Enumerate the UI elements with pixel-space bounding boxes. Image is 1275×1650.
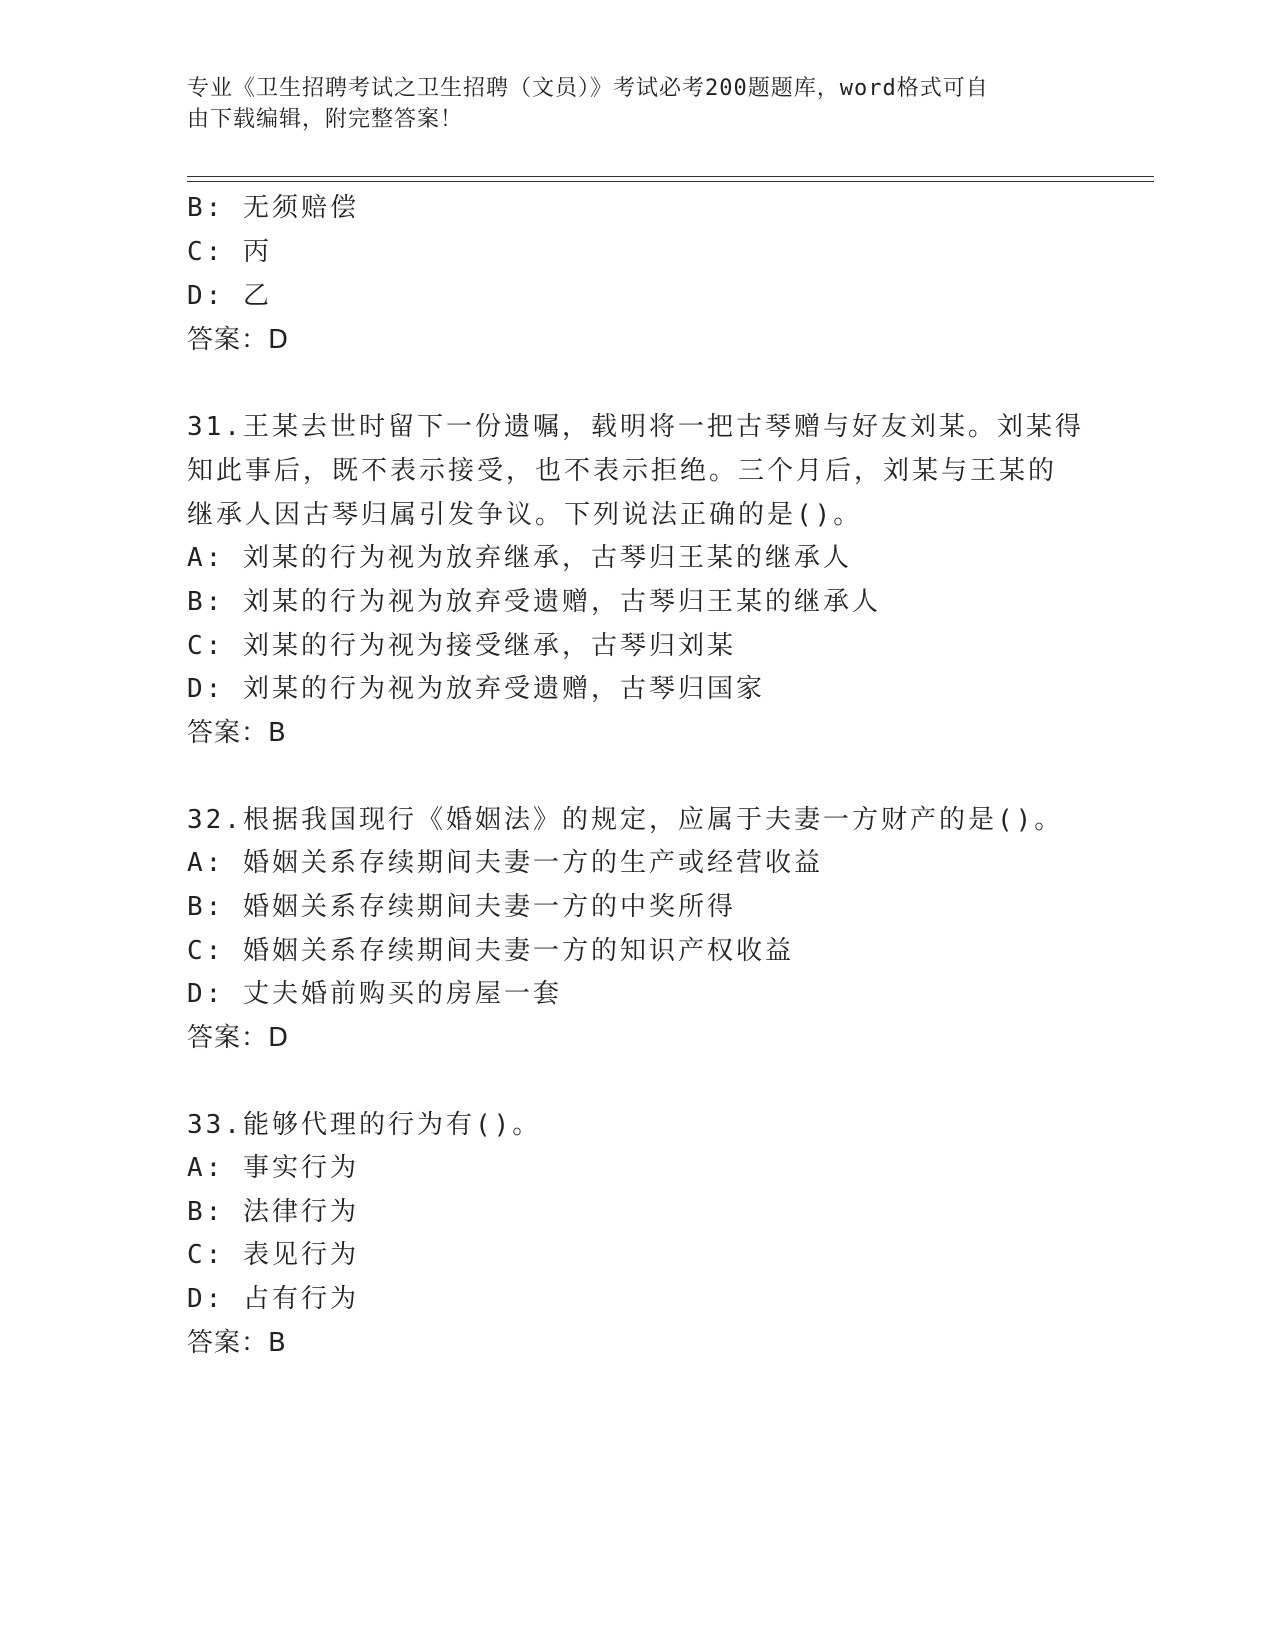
q32-option-b: B: 婚姻关系存续期间夫妻一方的中奖所得 bbox=[187, 892, 736, 922]
header-divider-bottom bbox=[187, 181, 1154, 182]
q30-option-d: D: 乙 bbox=[187, 281, 272, 311]
q31-option-a: A: 刘某的行为视为放弃继承，古琴归王某的继承人 bbox=[187, 543, 852, 573]
q31-option-c: C: 刘某的行为视为接受继承，古琴归刘某 bbox=[187, 631, 736, 661]
header-divider-top bbox=[187, 176, 1154, 177]
q32-option-d: D: 丈夫婚前购买的房屋一套 bbox=[187, 979, 562, 1009]
q30-option-c: C: 丙 bbox=[187, 237, 272, 267]
q31-answer: 答案：B bbox=[187, 718, 287, 748]
header-line-2: 由下载编辑，附完整答案！ bbox=[187, 107, 464, 132]
q33-option-b: B: 法律行为 bbox=[187, 1197, 359, 1227]
q30-answer: 答案：D bbox=[187, 325, 290, 355]
q32-option-a: A: 婚姻关系存续期间夫妻一方的生产或经营收益 bbox=[187, 848, 823, 878]
q31-stem-line-3: 继承人因古琴归属引发争议。下列说法正确的是()。 bbox=[187, 500, 863, 530]
q33-option-c: C: 表见行为 bbox=[187, 1240, 359, 1270]
q31-stem-line-1: 31.王某去世时留下一份遗嘱，载明将一把古琴赠与好友刘某。刘某得 bbox=[187, 412, 1084, 442]
q33-option-d: D: 占有行为 bbox=[187, 1284, 359, 1314]
q32-answer: 答案：D bbox=[187, 1023, 290, 1053]
header-line-1: 专业《卫生招聘考试之卫生招聘（文员）》考试必考200题题库，word格式可自 bbox=[187, 76, 989, 101]
q30-option-b: B: 无须赔偿 bbox=[187, 193, 359, 223]
q33-stem-line-1: 33.能够代理的行为有()。 bbox=[187, 1110, 542, 1140]
q31-option-d: D: 刘某的行为视为放弃受遗赠，古琴归国家 bbox=[187, 674, 765, 704]
q33-answer: 答案：B bbox=[187, 1328, 287, 1358]
q32-stem-line-1: 32.根据我国现行《婚姻法》的规定，应属于夫妻一方财产的是()。 bbox=[187, 805, 1064, 835]
q33-option-a: A: 事实行为 bbox=[187, 1153, 359, 1183]
q31-option-b: B: 刘某的行为视为放弃受遗赠，古琴归王某的继承人 bbox=[187, 587, 881, 617]
document-header bbox=[187, 73, 1067, 135]
q32-option-c: C: 婚姻关系存续期间夫妻一方的知识产权收益 bbox=[187, 936, 794, 966]
q31-stem-line-2: 知此事后，既不表示接受，也不表示拒绝。三个月后，刘某与王某的 bbox=[187, 456, 1058, 486]
